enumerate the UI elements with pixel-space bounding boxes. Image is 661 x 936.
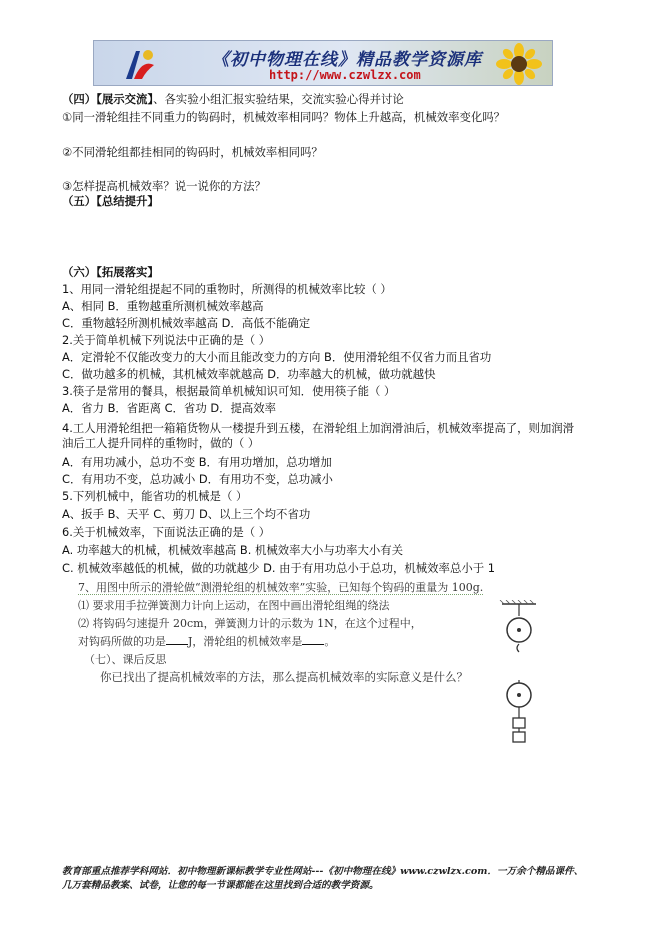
work-answer-blank[interactable]	[166, 634, 188, 645]
q4-stem-cont: 油后工人提升同样的重物时，做的（ ）	[62, 436, 260, 450]
footer	[62, 865, 583, 893]
section4-q1: ①同一滑轮组挂不同重力的钩码时，机械效率相同吗？物体上升越高，机械效率变化吗？	[62, 110, 506, 124]
q5-options: A、扳手 B、天平 C、剪刀 D、以上三个均不省功	[62, 507, 311, 521]
weight-block-2	[513, 732, 525, 742]
q6-options-cd: C. 机械效率越低的机械，做的功就越少 D. 由于有用功总小于总功，机械效率总小于 1	[62, 561, 495, 575]
q7-end: 。	[324, 635, 336, 648]
q2-stem: 2.关于简单机械下列说法中正确的是（ ）	[62, 333, 271, 347]
section7-question: 你已找出了提高机械效率的方法，那么提高机械效率的实际意义是什么？	[100, 670, 468, 684]
q7-part1: ⑴ 要求用手拉弹簧测力计向上运动，在图中画出滑轮组绳的绕法	[78, 599, 390, 612]
pulley-diagram	[494, 600, 544, 760]
q7-stem-text: 7、用图中所示的滑轮做“测滑轮组的机械效率”实验，已知每个钩码的重量为 100g.	[78, 581, 484, 594]
q2-options-cd: C．做功越多的机械，其机械效率就越高 D．功率越大的机械，做功就越快	[62, 367, 436, 381]
q1-options-ab: A、相同 B．重物越重所测机械效率越高	[62, 299, 264, 313]
q6-options-ab: A. 功率越大的机械，机械效率越高 B. 机械效率大小与功率大小有关	[62, 543, 404, 557]
weight-block-1	[513, 718, 525, 728]
q1-options-cd: C．重物越轻所测机械效率越高 D．高低不能确定	[62, 316, 311, 330]
header-banner	[93, 40, 553, 86]
section6-heading: （六）【拓展落实】	[62, 265, 159, 279]
q6-stem: 6.关于机械效率，下面说法正确的是（ ）	[62, 525, 271, 539]
section7-heading: （七）、课后反思	[84, 653, 167, 666]
section4-heading	[62, 92, 404, 107]
section4-title: 【展示交流】	[96, 92, 154, 106]
q7-efficiency-label: J，滑轮组的机械效率是	[188, 635, 303, 648]
q5-stem: 5.下列机械中，能省功的机械是（ ）	[62, 489, 248, 503]
q1-stem: 1、用同一滑轮组提起不同的重物时，所测得的机械效率比较（ ）	[62, 282, 392, 296]
footer-line1: 教育部重点推荐学科网站．初中物理新课标教学专业性网站---《初中物理在线》www.czwlzx.com．一万余个精品课件、	[62, 866, 584, 877]
site-logo-icon	[122, 45, 158, 83]
q3-options: A．省力 B．省距离 C．省功 D．提高效率	[62, 401, 277, 415]
section4-rest: 、各实验小组汇报实验结果，交流实验心得并讨论	[153, 92, 404, 106]
q7-stem	[78, 580, 483, 595]
header-url: http://www.czwlzx.com	[269, 68, 421, 82]
q7-work-label: 对钩码所做的功是	[78, 635, 166, 648]
efficiency-answer-blank[interactable]	[302, 634, 324, 645]
section4-q2: ②不同滑轮组都挂相同的钩码时，机械效率相同吗？	[62, 145, 323, 159]
q4-options-ab: A．有用功减小，总功不变 B．有用功增加，总功增加	[62, 455, 332, 469]
section5-heading: （五）【总结提升】	[62, 194, 159, 208]
q4-options-cd: C．有用功不变，总功减小 D．有用功不变，总功减小	[62, 472, 333, 486]
section4-prefix: （四）	[62, 92, 97, 106]
sunflower-icon	[492, 43, 546, 85]
q7-part2-answer	[78, 634, 335, 649]
section4-q3: ③怎样提高机械效率？说一说你的方法？	[62, 179, 266, 193]
q3-stem: 3.筷子是常用的餐具，根据最简单机械知识可知．使用筷子能（ ）	[62, 384, 396, 398]
header-title: 《初中物理在线》精品教学资源库	[212, 50, 482, 70]
q4-stem: 4.工人用滑轮组把一箱箱货物从一楼提升到五楼，在滑轮组上加润滑油后，机械效率提高了，则加润滑	[62, 421, 575, 435]
q2-options-ab: A．定滑轮不仅能改变力的大小而且能改变力的方向 B．使用滑轮组不仅省力而且省功	[62, 350, 492, 364]
q7-part2: ⑵ 将钩码匀速提升 20cm，弹簧测力计的示数为 1N，在这个过程中，	[78, 617, 422, 630]
footer-line2: 几万套精品教案、试卷，让您的每一节课都能在这里找到合适的教学资源。	[62, 880, 379, 891]
